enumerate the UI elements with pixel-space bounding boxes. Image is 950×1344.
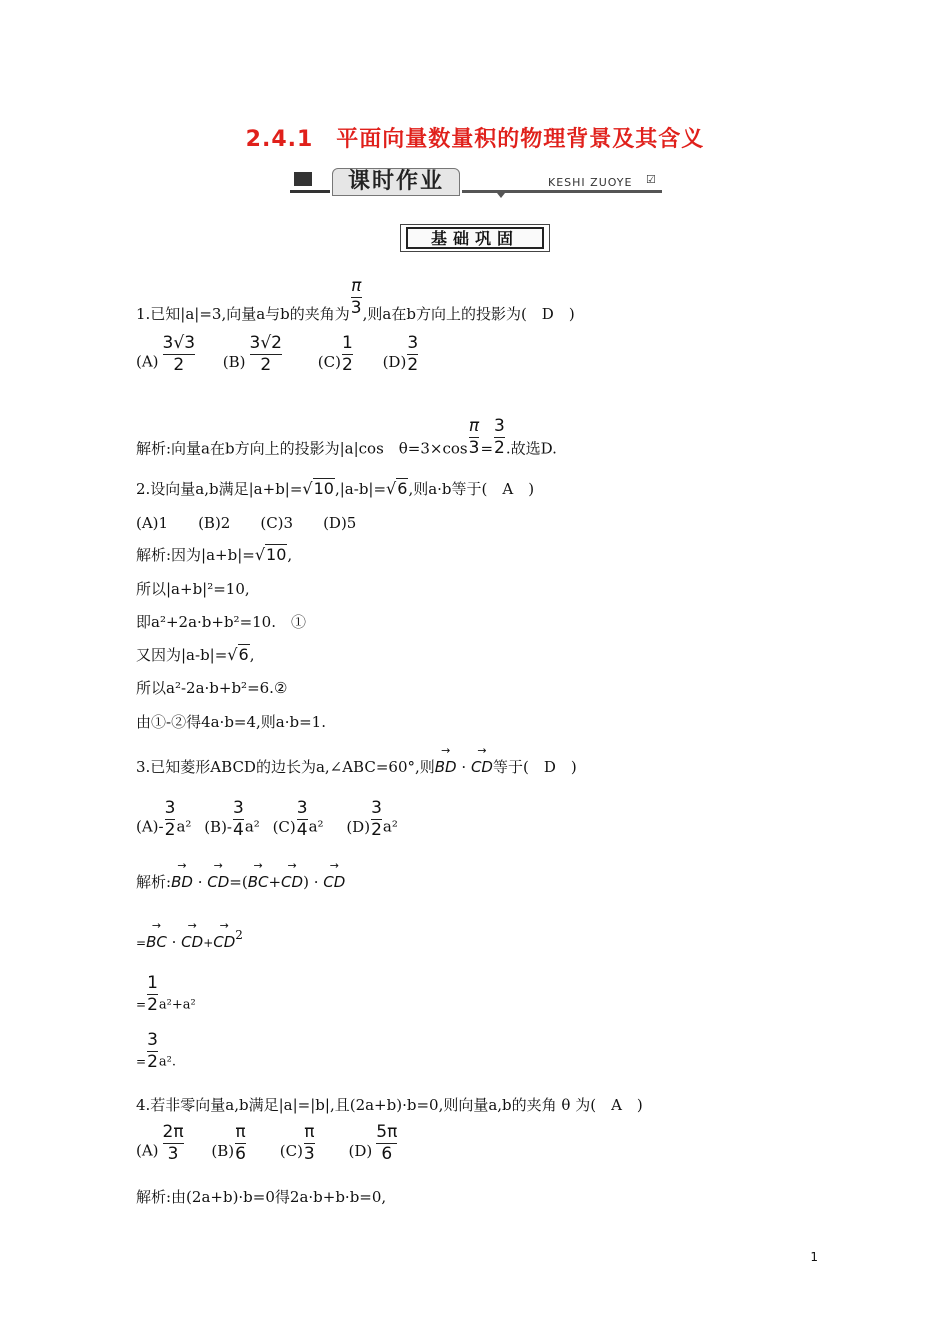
- banner-rule: [462, 190, 662, 193]
- q3-option-b: (B)-: [204, 817, 232, 836]
- q2-solution-4: 又因为|a-b|=√6,: [136, 645, 255, 664]
- check-icon: ☑: [646, 173, 656, 186]
- q1-stem: [136, 278, 575, 324]
- vector-bd: → BD: [171, 873, 193, 891]
- q1-option-d-value: $\frac{3}{2}$: [407, 333, 419, 375]
- q1-solution-text: 解析:向量a在b方向上的投影为|a|cos θ=3×cos: [136, 439, 468, 458]
- q1-options: [136, 335, 419, 374]
- vector-bc: → BC: [146, 933, 167, 951]
- q1-stem-text: 1.已知|a|=3,向量a与b的夹角为: [136, 305, 350, 323]
- banner-label: 课时作业: [347, 169, 444, 194]
- banner-underline: [290, 190, 330, 193]
- q1-option-d: (D): [382, 352, 407, 371]
- q2-root-6: √6: [386, 479, 408, 498]
- q4-option-d: (D): [348, 1141, 373, 1160]
- q2-solution-2: 所以|a+b|²=10,: [136, 580, 250, 598]
- q1-solution: 解析:向量a在b方向上的投影为|a|cos θ=3×cos $\frac{\pi}{3}$ = $\frac{3}{2}$ .故选D.: [136, 416, 557, 458]
- q2-solution-root-6: √6: [227, 645, 249, 664]
- page-title: 2.4.1 平面向量数量积的物理背景及其含义: [245, 127, 705, 152]
- banner-triangle-icon: [497, 193, 505, 198]
- q1-angle-fraction: $\frac{\pi}{3}$: [350, 276, 362, 318]
- q1-option-c: (C): [317, 352, 341, 371]
- q1-option-c-value: $\frac{1}{2}$: [341, 333, 353, 375]
- banner-pinyin: KESHI ZUOYE: [548, 176, 633, 189]
- q3-stem: 3.已知菱形ABCD的边长为a,∠ABC=60°,则→ BD · → CD等于( D ): [136, 756, 577, 777]
- q4-stem: 4.若非零向量a,b满足|a|=|b|,且(2a+b)·b=0,则向量a,b的夹角 θ 为( A ): [136, 1096, 643, 1114]
- q2-solution-6: 由①-②得4a·b=4,则a·b=1.: [136, 713, 326, 731]
- vector-cd: → CD: [181, 933, 203, 951]
- q1-solution-fraction-1: $\frac{\pi}{3}$: [468, 416, 480, 458]
- q4-option-c: (C): [279, 1141, 303, 1160]
- q4-option-a: (A): [136, 1141, 159, 1160]
- q1-solution-fraction-2: $\frac{3}{2}$: [494, 416, 505, 458]
- q3-solution-3: $_=$ $\frac{1}{2}$ a²+a²: [136, 973, 196, 1015]
- banner-square-icon: [294, 172, 312, 186]
- section-label-inner: [406, 227, 544, 249]
- q2-stem: 2.设向量a,b满足|a+b|=√10,|a-b|=√6,则a·b等于( A ): [136, 479, 535, 498]
- q4-solution: 解析:由(2a+b)·b=0得2a·b+b·b=0,: [136, 1188, 387, 1206]
- vector-cd: → CD: [471, 758, 493, 776]
- page-number: 1: [810, 1250, 818, 1264]
- vector-bd: → BD: [435, 758, 457, 776]
- q2-options: (A)1 (B)2 (C)3 (D)5: [136, 514, 357, 532]
- vector-cd: → CD: [213, 933, 235, 951]
- q3-solution-1: 解析:→ BD · → CD=(→ BC+→ CD) · → CD: [136, 871, 345, 892]
- q3-solution-4: $_=$ $\frac{3}{2}$ a².: [136, 1030, 176, 1072]
- q1-option-b-value: $\frac{3√2}{2}$: [249, 333, 282, 375]
- vector-bc: → BC: [248, 873, 269, 891]
- vector-cd: → CD: [207, 873, 229, 891]
- q2-solution-3: 即a²+2a·b+b²=10. ①: [136, 613, 306, 631]
- q3-option-d: (D): [346, 817, 371, 836]
- q2-root-10: √10: [302, 479, 334, 498]
- q1-option-a-value: $\frac{3√3}{2}$: [162, 333, 196, 375]
- section-banner: [290, 168, 662, 196]
- q1-option-a: (A): [136, 352, 159, 371]
- q2-solution-root-10: √10: [254, 545, 287, 564]
- q4-option-b: (B): [211, 1141, 235, 1160]
- banner-tab: [332, 168, 460, 196]
- q3-option-a: (A)-: [136, 817, 164, 836]
- vector-cd: → CD: [281, 873, 303, 891]
- q2-solution-1: 解析:因为|a+b|=√10,: [136, 545, 293, 564]
- q3-solution-2: =→ BC · → $CD+\to CD^2$: [136, 928, 243, 951]
- q1-stem-tail: ,则a在b方向上的投影为( D ): [362, 305, 575, 323]
- section-label: 基础巩固: [430, 229, 519, 248]
- vector-cd: → CD: [323, 873, 345, 891]
- q3-options: (A)- $\frac{3}{2}$ a² (B)- $\frac{3}{4}$ a² (C) $\frac{3}{4}$ a² (D) $\frac{3}{2}$ a²: [136, 798, 398, 840]
- q2-solution-5: 所以a²-2a·b+b²=6.②: [136, 679, 288, 697]
- q1-option-b: (B): [222, 352, 246, 371]
- q4-options: (A) $\frac{2\pi}{3}$ (B) $\frac{\pi}{6}$ (C) $\frac{\pi}{3}$ (D) $\frac{5\pi}{6}$: [136, 1122, 398, 1164]
- q3-option-c: (C): [272, 817, 296, 836]
- section-label-box: [400, 224, 550, 252]
